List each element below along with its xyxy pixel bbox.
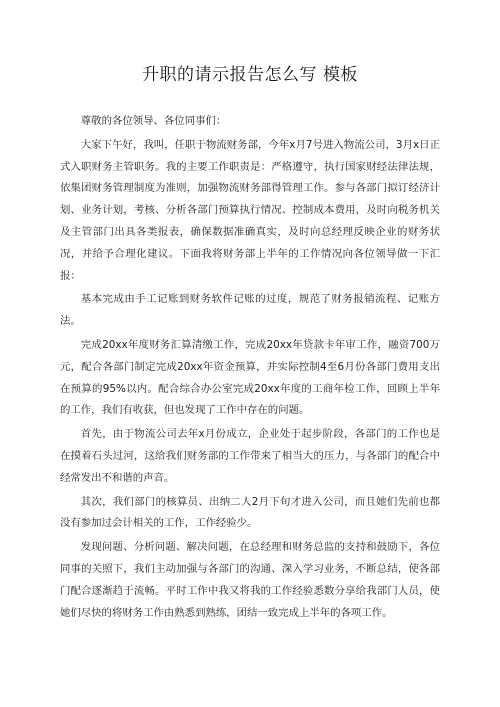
- paragraph-intro: 大家下午好，我叫，任职于物流财务部，今年x月7号进入物流公司，3月x日正式入职财务主管职务。我的主要工作职责是：严格遵守，执行国家财经法律法规，依集团财务管理制度为准则，加强物流财务部得管理工作。参与各部门拟订经济计划、业务计划，考核、分析各部门预算执行情况、控制成本费用，及时向税务机关及主管部门出具各类报表，确保数据准确真实，及时向总经理反映企业的财务状况，并给予合理化建议。下面我将财务部上半年的工作情况向各位领导做一下汇报：: [60, 138, 440, 282]
- salutation: 尊敬的各位领导、各位同事们：: [80, 115, 227, 127]
- paragraph-problem-first: 首先，由于物流公司去年x月份成立，企业处于起步阶段，各部门的工作也是在摸着石头过河，这给我们财务部的工作带来了相当大的压力，与各部门的配合中经常发出不和谐的声音。: [60, 428, 440, 484]
- paragraph-bookkeeping: 基本完成由手工记账到财务软件记账的过度，规范了财务报销流程、记账方法。: [60, 293, 440, 328]
- paragraph-solutions: 发现问题、分析问题、解决问题，在总经理和财务总监的支持和鼓励下，各位同事的关照下，我们主动加强与各部门的沟通、深入学习业务，不断总结，使各部门配合逐渐趋于流畅。平时工作中我又将我的工作经验悉数分享给我部门人员，使她们尽快的将财务工作由熟悉到熟练，团结一致完成上半年的各项工作。: [60, 541, 440, 619]
- document-body: [60, 111, 440, 624]
- paragraph-achievements: 完成20xx年度财务汇算清缴工作，完成20xx年贷款卡年审工作，融资700万元，配合各部门制定完成20xx年资金预算，并实际控制4至6月份各部门费用支出在预算的95%以内。配合综合办公室完成20xx年度的工商年检工作，回顾上半年的工作，我们有收获，但也发现了工作中存在的问题。: [60, 338, 440, 417]
- document-title: 升职的请示报告怎么写 模板: [142, 65, 358, 85]
- paragraph-problem-second: 其次，我们部门的核算员、出纳二人2月下旬才进入公司，而且她们先前也都没有参加过会计相关的工作，工作经验少。: [60, 495, 440, 530]
